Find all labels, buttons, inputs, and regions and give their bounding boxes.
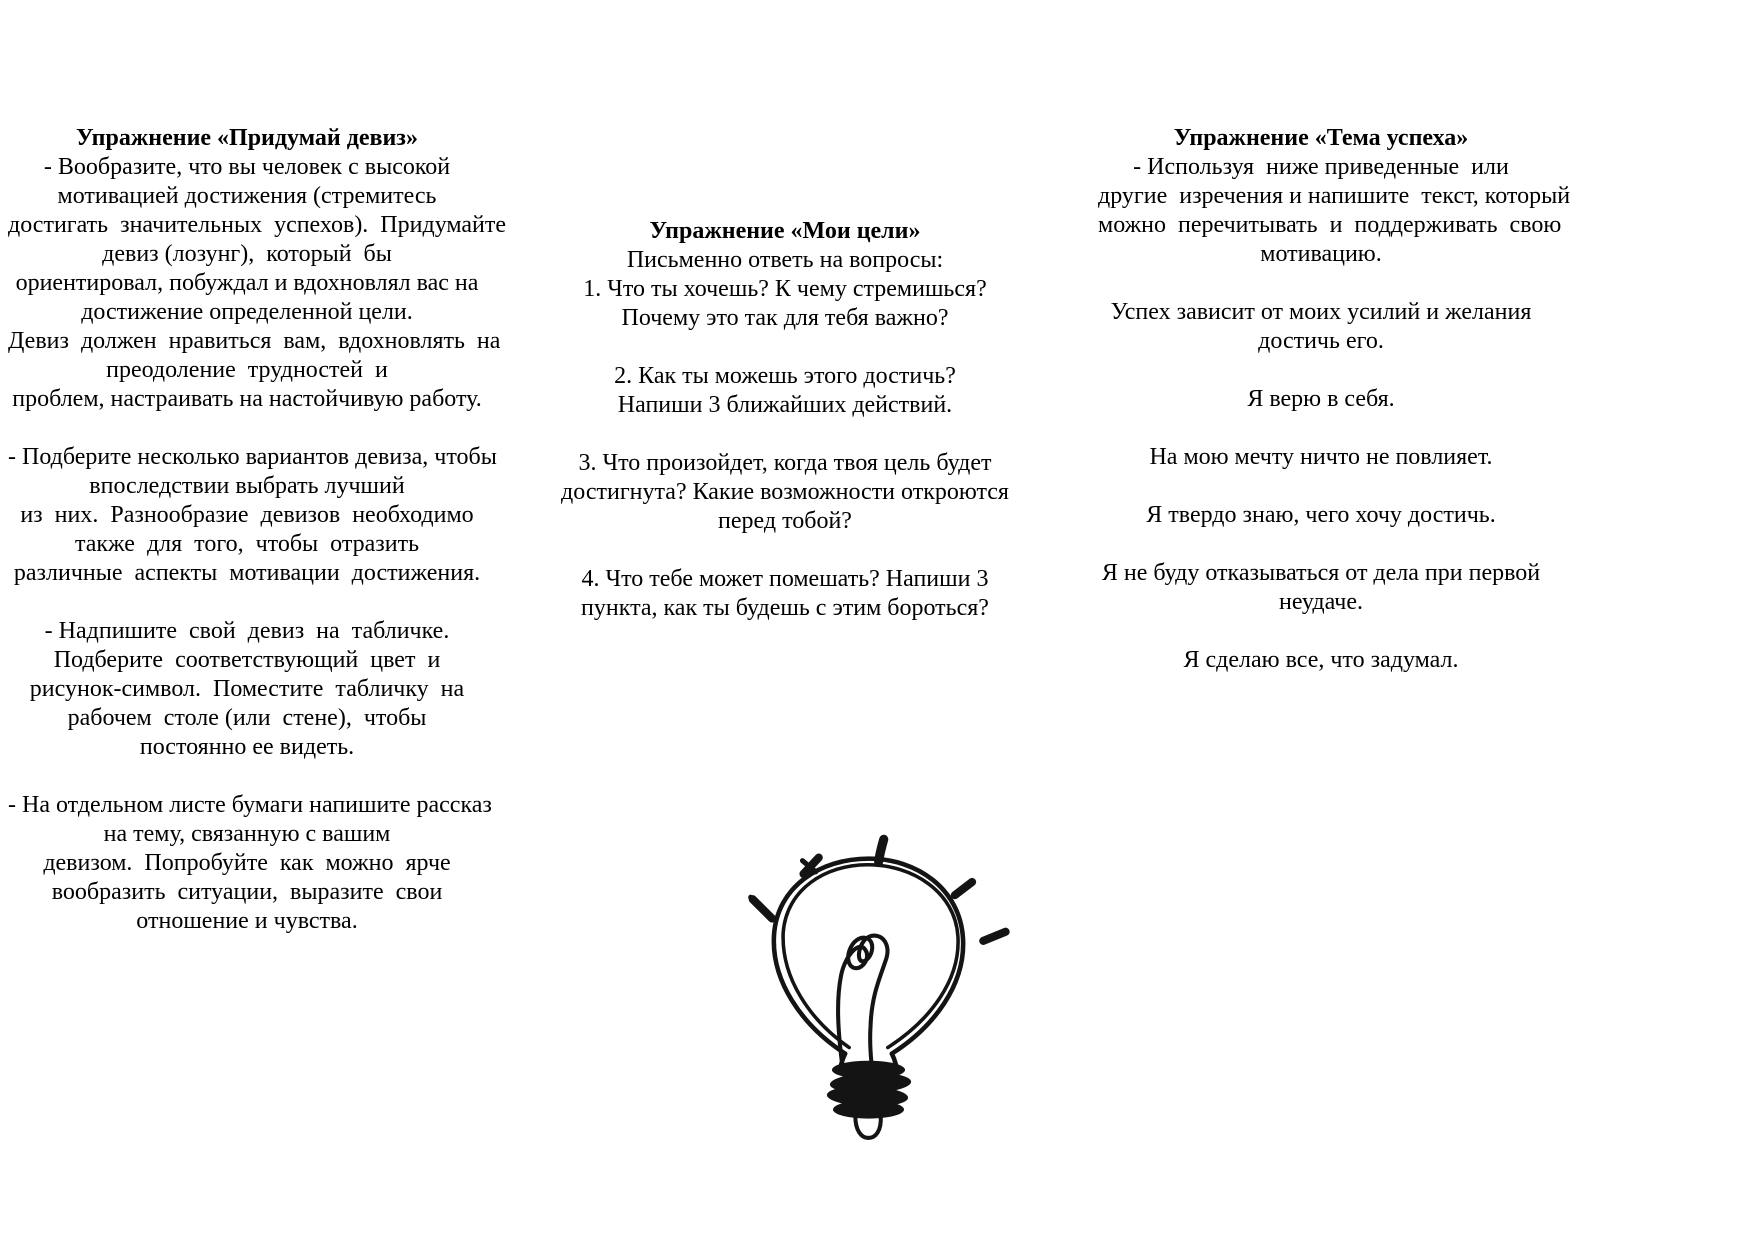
text-line: - Подберите несколько вариантов девиза, чтобы (8, 444, 497, 470)
text-block (8, 617, 486, 762)
text-block (8, 443, 497, 588)
text-line: достигнута? Какие возможности откроются (561, 479, 1009, 505)
text-line: 3. Что произойдет, когда твоя цель будет (578, 450, 992, 476)
text-line: постоянно ее видеть. (139, 734, 355, 760)
text-line: другие изречения и напишите текст, который (1098, 183, 1571, 209)
text-line: - Используя ниже приведенные или (1133, 154, 1509, 180)
text-line: девизом. Попробуйте как можно ярче (43, 850, 451, 876)
text-line: Письменно ответь на вопросы: (626, 247, 944, 273)
text-line: преодоление трудностей и (106, 357, 388, 383)
text-line: девиз (лозунг), который бы (102, 241, 392, 267)
text-line: мотивацию. (1260, 241, 1382, 267)
text-line: 2. Как ты можешь этого достичь? (614, 363, 956, 389)
text-block (1098, 646, 1544, 675)
text-line: пункта, как ты будешь с этим бороться? (581, 595, 989, 621)
text-line: ориентировал, побуждал и вдохновлял вас на (15, 270, 479, 296)
panel-body-success (1098, 153, 1571, 675)
text-line: Я верю в себя. (1247, 386, 1395, 412)
text-line: Я сделаю все, что задумал. (1183, 647, 1459, 673)
text-line: из них. Разнообразие девизов необходимо (20, 502, 474, 528)
text-line: Девиз должен нравиться вам, вдохновлять на (8, 328, 501, 354)
text-line: также для того, чтобы отразить (74, 531, 420, 557)
text-block (560, 362, 1010, 420)
text-line: Почему это так для тебя важно? (621, 305, 949, 331)
text-line: проблем, настраивать на настойчивую работу. (12, 386, 482, 412)
panel-body-motto (8, 153, 507, 936)
text-line: различные аспекты мотивации достижения. (13, 560, 481, 586)
text-line: - На отдельном листе бумаги напишите рассказ (8, 792, 492, 818)
text-line: достигать значительных успехов). Придумайте (8, 212, 507, 238)
panel-title-motto: Упражнение «Придумай девиз» (76, 125, 418, 151)
text-line: На мою мечту ничто не повлияет. (1149, 444, 1493, 470)
panel-motto-exercise (8, 124, 507, 936)
text-line: впоследствии выбрать лучший (89, 473, 405, 499)
text-line: вообразить ситуации, выразите свои (51, 879, 443, 905)
text-line: достичь его. (1258, 328, 1384, 354)
text-block (1098, 559, 1544, 617)
text-block (1098, 153, 1571, 269)
panel-title-goals: Упражнение «Мои цели» (649, 218, 921, 244)
text-block (1098, 298, 1544, 356)
text-block (560, 565, 1010, 623)
text-line: Я не буду отказываться от дела при первой (1101, 560, 1541, 586)
text-line: 4. Что тебе может помешать? Напиши 3 (581, 566, 989, 592)
text-block (8, 153, 507, 414)
text-line: перед тобой? (718, 508, 852, 534)
text-line: рабочем столе (или стене), чтобы (67, 705, 427, 731)
text-block (560, 246, 1010, 333)
panel-goals-exercise (560, 217, 1010, 623)
text-block (1098, 385, 1544, 414)
text-block (8, 791, 492, 936)
text-line: - Вообразите, что вы человек с высокой (43, 154, 451, 180)
text-line: - Надпишите свой девиз на табличке. (44, 618, 450, 644)
text-line: Я твердо знаю, чего хочу достичь. (1146, 502, 1496, 528)
text-line: можно перечитывать и поддерживать свою (1098, 212, 1562, 238)
text-line: достижение определенной цели. (81, 299, 413, 325)
panel-body-goals (560, 246, 1010, 623)
text-line: Успех зависит от моих усилий и желания (1110, 299, 1532, 325)
text-line: на тему, связанную с вашим (103, 821, 391, 847)
lightbulb-sketch-icon (716, 818, 1021, 1143)
text-block (1098, 443, 1544, 472)
panel-success-theme-exercise (1098, 124, 1571, 675)
panel-title-success: Упражнение «Тема успеха» (1173, 125, 1469, 151)
text-line: мотивацией достижения (стремитесь (57, 183, 437, 209)
text-line: отношение и чувства. (136, 908, 358, 934)
text-line: Напиши 3 ближайших действий. (617, 392, 953, 418)
text-line: Подберите соответствующий цвет и (53, 647, 441, 673)
text-line: рисунок-символ. Поместите табличку на (29, 676, 465, 702)
text-block (1098, 501, 1544, 530)
text-line: неудаче. (1278, 589, 1363, 615)
text-block (560, 449, 1010, 536)
text-line: 1. Что ты хочешь? К чему стремишься? (583, 276, 987, 302)
